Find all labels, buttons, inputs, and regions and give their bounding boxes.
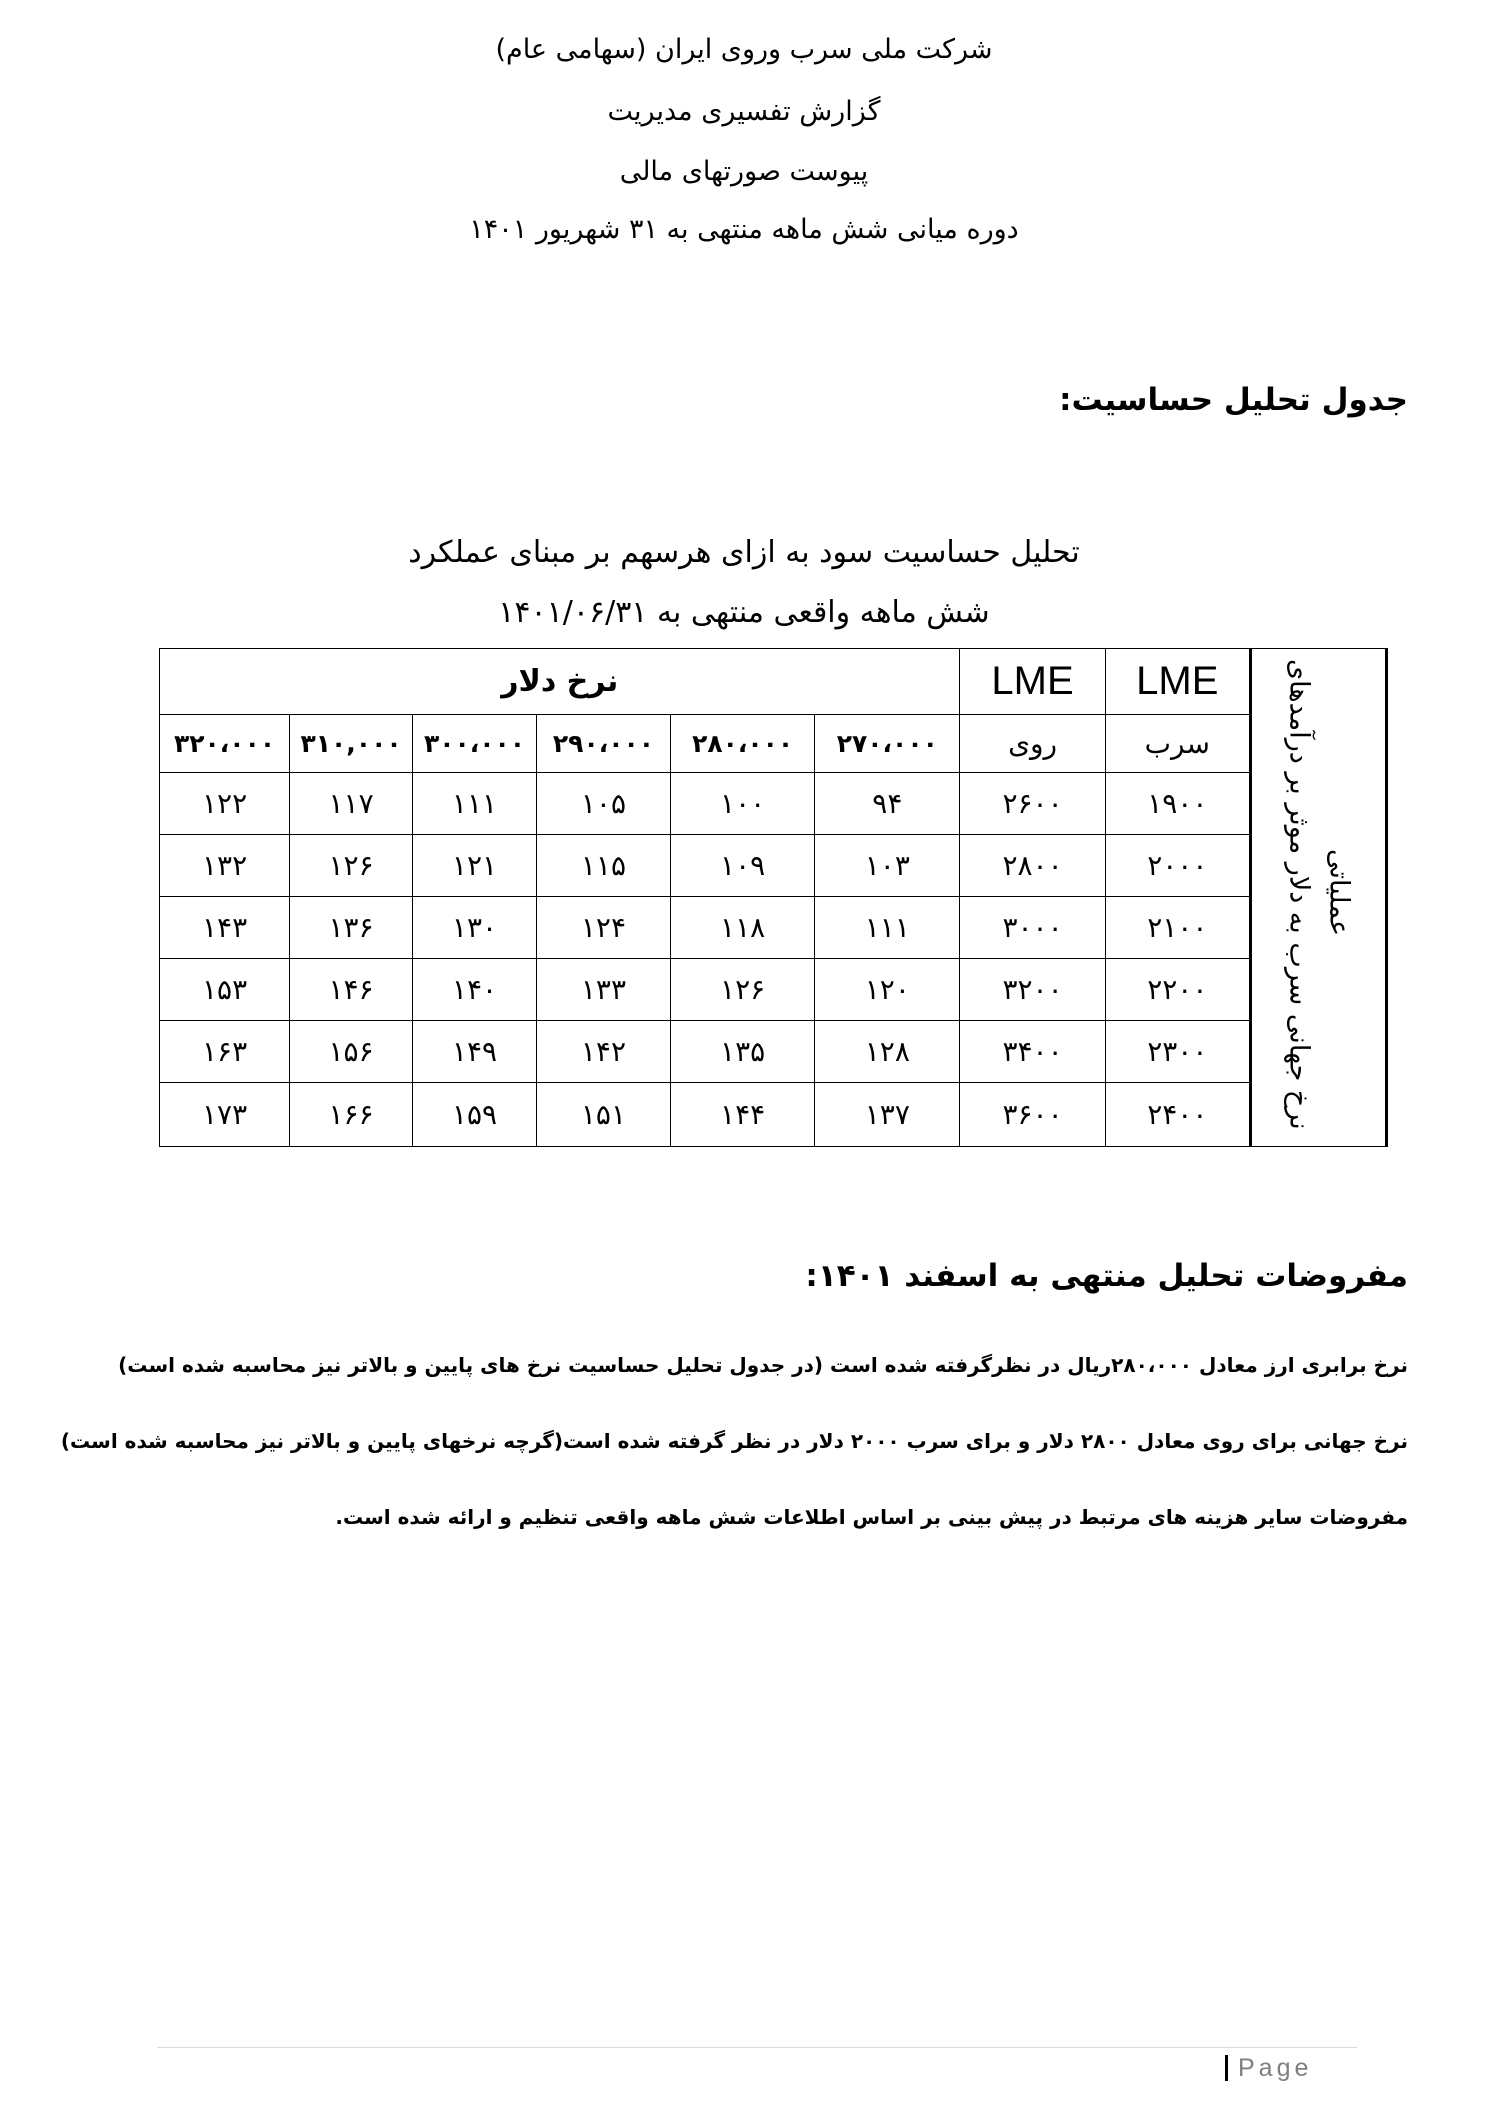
table-row bbox=[160, 835, 1387, 897]
table-header-row-1 bbox=[160, 649, 1387, 715]
eps-cell: ۱۴۰ bbox=[413, 959, 537, 1021]
side-label-main: نرخ جهانی سرب به دلار موثر بر درآمدهای bbox=[1283, 659, 1315, 1130]
eps-cell: ۱۴۲ bbox=[536, 1021, 670, 1083]
eps-cell: ۱۳۲ bbox=[160, 835, 290, 897]
eps-cell: ۱۰۵ bbox=[536, 773, 670, 835]
sensitivity-section-title: جدول تحلیل حساسیت: bbox=[1059, 382, 1408, 418]
lead-price-cell: ۲۱۰۰ bbox=[1105, 897, 1250, 959]
zinc-subheader: روی bbox=[960, 715, 1105, 773]
lead-subheader: سرب bbox=[1105, 715, 1250, 773]
zinc-price-cell: ۲۸۰۰ bbox=[960, 835, 1105, 897]
eps-cell: ۱۱۵ bbox=[536, 835, 670, 897]
eps-cell: ۱۰۳ bbox=[815, 835, 960, 897]
zinc-price-cell: ۳۴۰۰ bbox=[960, 1021, 1105, 1083]
lme-lead-header: LME bbox=[1105, 649, 1250, 715]
company-name: شرکت ملی سرب وروی ایران (سهامی عام) bbox=[495, 34, 993, 65]
report-period: دوره میانی شش ماهه منتهی به ۳۱ شهریور ۱۴۰۱ bbox=[469, 214, 1019, 245]
eps-cell: ۱۲۲ bbox=[160, 773, 290, 835]
eps-cell: ۱۵۱ bbox=[536, 1083, 670, 1147]
eps-cell: ۱۶۳ bbox=[160, 1021, 290, 1083]
rate-header: ۳۲۰،۰۰۰ bbox=[160, 715, 290, 773]
eps-cell: ۱۵۹ bbox=[413, 1083, 537, 1147]
lead-price-cell: ۲۳۰۰ bbox=[1105, 1021, 1250, 1083]
rate-header: ۲۹۰،۰۰۰ bbox=[536, 715, 670, 773]
zinc-price-cell: ۳۲۰۰ bbox=[960, 959, 1105, 1021]
eps-cell: ۱۱۱ bbox=[413, 773, 537, 835]
sensitivity-table bbox=[159, 648, 1388, 1147]
eps-cell: ۹۴ bbox=[815, 773, 960, 835]
eps-cell: ۱۰۰ bbox=[670, 773, 814, 835]
table-row bbox=[160, 1083, 1387, 1147]
eps-cell: ۱۲۱ bbox=[413, 835, 537, 897]
eps-cell: ۱۶۶ bbox=[290, 1083, 413, 1147]
eps-cell: ۱۷۳ bbox=[160, 1083, 290, 1147]
zinc-price-cell: ۳۰۰۰ bbox=[960, 897, 1105, 959]
table-caption-line2: شش ماهه واقعی منتهی به ۱۴۰۱/۰۶/۳۱ bbox=[498, 595, 990, 630]
eps-cell: ۱۱۷ bbox=[290, 773, 413, 835]
eps-cell: ۱۵۶ bbox=[290, 1021, 413, 1083]
lead-price-cell: ۲۴۰۰ bbox=[1105, 1083, 1250, 1147]
report-subtitle: پیوست صورتهای مالی bbox=[619, 156, 869, 187]
eps-cell: ۱۴۹ bbox=[413, 1021, 537, 1083]
table-row bbox=[160, 897, 1387, 959]
side-label-cell bbox=[1250, 649, 1386, 1147]
eps-cell: ۱۲۰ bbox=[815, 959, 960, 1021]
table-caption-line1: تحلیل حساسیت سود به ازای هرسهم بر مبنای عملکرد bbox=[408, 535, 1080, 570]
eps-cell: ۱۲۴ bbox=[536, 897, 670, 959]
table-row bbox=[160, 959, 1387, 1021]
report-title: گزارش تفسیری مدیریت bbox=[607, 96, 881, 127]
zinc-price-cell: ۲۶۰۰ bbox=[960, 773, 1105, 835]
eps-cell: ۱۰۹ bbox=[670, 835, 814, 897]
eps-cell: ۱۴۳ bbox=[160, 897, 290, 959]
assumptions-title: مفروضات تحلیل منتهی به اسفند ۱۴۰۱: bbox=[805, 1258, 1408, 1294]
eps-cell: ۱۳۶ bbox=[290, 897, 413, 959]
eps-cell: ۱۲۶ bbox=[670, 959, 814, 1021]
table-row bbox=[160, 1021, 1387, 1083]
eps-cell: ۱۲۸ bbox=[815, 1021, 960, 1083]
assumption-item: نرخ برابری ارز معادل ۲۸۰،۰۰۰ریال در نظرگرفته شده است (در جدول تحلیل حساسیت نرخ های پایین و بالاتر نیز محاسبه شده است) bbox=[118, 1353, 1408, 1377]
dollar-rate-header: نرخ دلار bbox=[160, 649, 960, 715]
footer-divider bbox=[157, 2047, 1357, 2048]
zinc-price-cell: ۳۶۰۰ bbox=[960, 1083, 1105, 1147]
eps-cell: ۱۵۳ bbox=[160, 959, 290, 1021]
page-footer-label: Page bbox=[1225, 2055, 1312, 2081]
rate-header: ۳۰۰،۰۰۰ bbox=[413, 715, 537, 773]
lead-price-cell: ۲۰۰۰ bbox=[1105, 835, 1250, 897]
eps-cell: ۱۳۰ bbox=[413, 897, 537, 959]
rate-header: ۳۱۰,۰۰۰ bbox=[290, 715, 413, 773]
table-header-row-2 bbox=[160, 715, 1387, 773]
rate-header: ۲۷۰،۰۰۰ bbox=[815, 715, 960, 773]
lme-zinc-header: LME bbox=[960, 649, 1105, 715]
side-label-secondary: عملیاتی bbox=[1323, 849, 1355, 937]
eps-cell: ۱۳۵ bbox=[670, 1021, 814, 1083]
lead-price-cell: ۱۹۰۰ bbox=[1105, 773, 1250, 835]
eps-cell: ۱۳۳ bbox=[536, 959, 670, 1021]
assumption-item: نرخ جهانی برای روی معادل ۲۸۰۰ دلار و برای سرب ۲۰۰۰ دلار در نظر گرفته شده است(گرچه نرخهای پایین و بالاتر نیز محاسبه شده است) bbox=[60, 1429, 1408, 1453]
eps-cell: ۱۲۶ bbox=[290, 835, 413, 897]
eps-cell: ۱۱۸ bbox=[670, 897, 814, 959]
table-row bbox=[160, 773, 1387, 835]
eps-cell: ۱۴۴ bbox=[670, 1083, 814, 1147]
eps-cell: ۱۴۶ bbox=[290, 959, 413, 1021]
eps-cell: ۱۳۷ bbox=[815, 1083, 960, 1147]
assumption-item: مفروضات سایر هزینه های مرتبط در پیش بینی بر اساس اطلاعات شش ماهه واقعی تنظیم و ارائه شده است. bbox=[335, 1505, 1408, 1529]
lead-price-cell: ۲۲۰۰ bbox=[1105, 959, 1250, 1021]
eps-cell: ۱۱۱ bbox=[815, 897, 960, 959]
rate-header: ۲۸۰،۰۰۰ bbox=[670, 715, 814, 773]
